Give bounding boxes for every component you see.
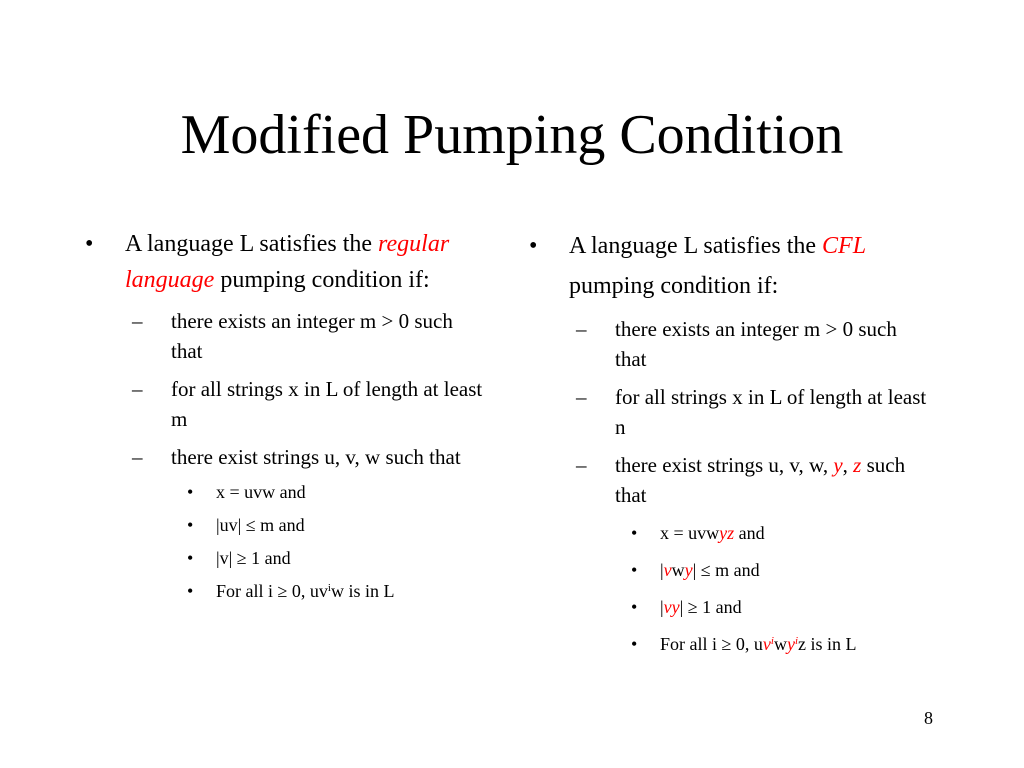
left-condition-text: For all i ≥ 0, uv xyxy=(216,581,328,601)
bullet-icon: • xyxy=(631,523,638,543)
right-condition-text: x = uvw xyxy=(660,523,720,543)
var-w: w xyxy=(671,560,685,580)
exponent: i xyxy=(327,582,331,594)
right-sub-item xyxy=(569,450,929,510)
bullet-icon: • xyxy=(187,515,194,535)
left-condition-text: |v| ≥ 1 and xyxy=(216,548,291,568)
right-condition-text: For all i ≥ 0, u xyxy=(660,634,763,654)
dash-icon: – xyxy=(576,453,587,477)
right-intro-bullet xyxy=(529,226,929,306)
bullet-icon: • xyxy=(187,581,194,601)
right-condition-text-end: z is in L xyxy=(798,634,857,654)
left-condition-text-end: w is in L xyxy=(330,581,395,601)
right-sub-text: there exists an integer m > 0 such that xyxy=(615,317,897,371)
dash-icon: – xyxy=(132,445,143,469)
left-condition-item xyxy=(170,479,485,505)
left-intro-text: A language L satisfies the xyxy=(125,231,379,257)
right-sub-text-end: such that xyxy=(615,453,906,507)
comma: , xyxy=(842,453,854,477)
exponent: i xyxy=(794,635,799,647)
left-condition-text: x = uvw and xyxy=(216,482,306,502)
dash-icon: – xyxy=(132,377,143,401)
left-intro-text-end: pumping condition if: xyxy=(214,267,430,293)
left-sub-item xyxy=(125,306,485,366)
left-sub-item xyxy=(125,442,485,472)
right-condition-item xyxy=(614,520,929,546)
left-sub-item xyxy=(125,374,485,434)
right-condition-item xyxy=(614,631,929,657)
var-vy: vy xyxy=(663,597,680,617)
right-condition-text: | xyxy=(660,597,664,617)
right-sub-item xyxy=(569,314,929,374)
left-sub-text: there exists an integer m > 0 such that xyxy=(171,309,453,363)
slide-title: Modified Pumping Condition xyxy=(180,104,844,166)
dash-icon: – xyxy=(576,385,587,409)
bullet-icon: • xyxy=(187,548,194,568)
left-column xyxy=(85,226,485,604)
right-condition-text-end: | ≤ m and xyxy=(692,560,760,580)
var-v: v xyxy=(663,560,672,580)
left-condition-item xyxy=(170,545,485,571)
bullet-icon: • xyxy=(631,560,638,580)
left-intro-bullet xyxy=(85,226,485,298)
var-yz: yz xyxy=(719,523,735,543)
dash-icon: – xyxy=(576,317,587,341)
var-v: v xyxy=(762,634,771,654)
right-condition-text: | xyxy=(660,560,664,580)
bullet-icon: • xyxy=(631,634,638,654)
regular-language-term: regular language xyxy=(125,231,450,293)
var-y: y xyxy=(786,634,795,654)
right-condition-text-end: | ≥ 1 and xyxy=(679,597,742,617)
var-y: y xyxy=(684,560,693,580)
right-intro-text-end: pumping condition if: xyxy=(569,273,779,299)
page-number: 8 xyxy=(924,708,933,728)
right-sub-text: for all strings x in L of length at least n xyxy=(615,385,927,439)
cfl-term: CFL xyxy=(822,233,867,259)
var-w: w xyxy=(773,634,787,654)
right-sub-text: there exist strings u, v, w, xyxy=(615,453,834,477)
dash-icon: – xyxy=(132,309,143,333)
left-sub-text: there exist strings u, v, w such that xyxy=(171,445,461,469)
bullet-icon: • xyxy=(631,597,638,617)
bullet-icon: • xyxy=(85,231,94,257)
right-condition-item xyxy=(614,557,929,583)
right-condition-text-end: and xyxy=(734,523,765,543)
var-y: y xyxy=(833,453,843,477)
bullet-icon: • xyxy=(187,482,194,502)
bullet-icon: • xyxy=(529,233,538,259)
right-intro-text: A language L satisfies the xyxy=(569,233,823,259)
right-sub-item xyxy=(569,382,929,442)
exponent: i xyxy=(770,635,774,647)
left-condition-item xyxy=(170,512,485,538)
var-z: z xyxy=(853,453,862,477)
left-condition-text: |uv| ≤ m and xyxy=(216,515,305,535)
right-column xyxy=(529,226,929,657)
left-sub-text: for all strings x in L of length at least m xyxy=(171,377,483,431)
left-condition-item xyxy=(170,578,485,604)
right-condition-item xyxy=(614,594,929,620)
